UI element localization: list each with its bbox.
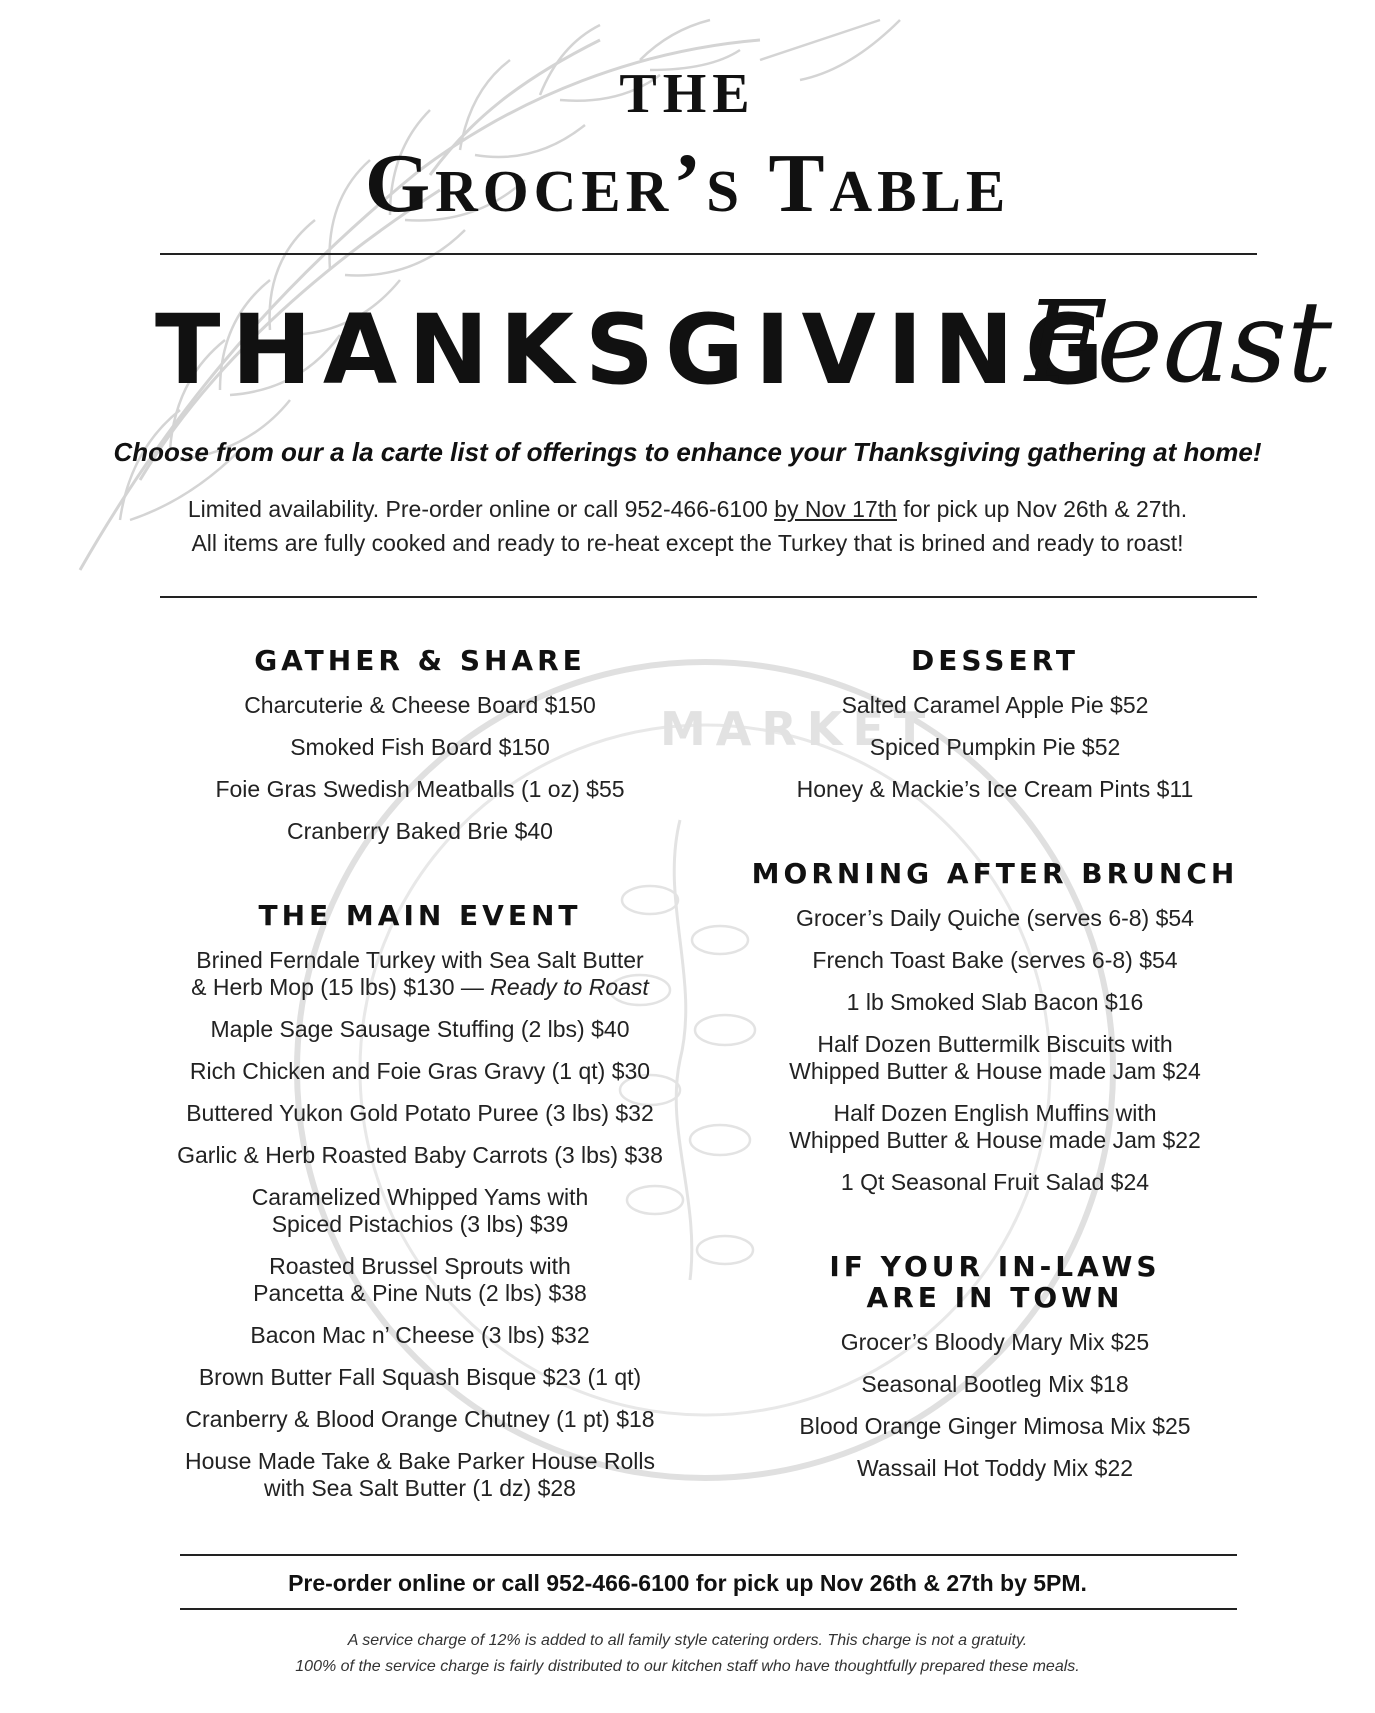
brand-the: THE xyxy=(619,63,756,125)
menu-item: Bacon Mac n’ Cheese (3 lbs) $32 xyxy=(250,1322,590,1348)
info-line-1-text-b: for pick up Nov 26th & 27th. xyxy=(896,496,1188,522)
menu-item: Foie Gras Swedish Meatballs (1 oz) $55 xyxy=(215,776,625,802)
menu-item: Brown Butter Fall Squash Bisque $23 (1 qt) xyxy=(198,1364,642,1390)
divider-footer-top xyxy=(180,1554,1237,1556)
menu-item: Half Dozen English Muffins with Whipped Butter & House made Jam $22 xyxy=(789,1100,1201,1153)
menu-item: Blood Orange Ginger Mimosa Mix $25 xyxy=(799,1413,1191,1439)
menu-item: Salted Caramel Apple Pie $52 xyxy=(841,692,1149,718)
section-in-laws xyxy=(715,1251,1275,1497)
menu-item: Wassail Hot Toddy Mix $22 xyxy=(856,1455,1134,1481)
menu-item-line-text: & Herb Mop (15 lbs) $130 — xyxy=(191,974,491,1000)
menu-item: Buttered Yukon Gold Potato Puree (3 lbs) $32 xyxy=(186,1100,654,1126)
menu-item: Roasted Brussel Sprouts with Pancetta & Pine Nuts (2 lbs) $38 xyxy=(253,1253,587,1306)
section-dessert xyxy=(715,645,1275,818)
section-title: THE MAIN EVENT xyxy=(258,899,582,932)
info-line-1-text-a: Limited availability. Pre-order online or call 952-466-6100 xyxy=(187,496,775,522)
hero-script: Feast xyxy=(1025,278,1333,408)
footer-preorder: Pre-order online or call 952-466-6100 for pick up Nov 26th & 27th by 5PM. xyxy=(288,1570,1087,1596)
menu-item: Smoked Fish Board $150 xyxy=(290,734,550,760)
menu-item: Cranberry Baked Brie $40 xyxy=(287,818,553,844)
divider-middle xyxy=(160,596,1257,598)
menu-item: Garlic & Herb Roasted Baby Carrots (3 lbs) $38 xyxy=(177,1142,663,1168)
divider-footer-bottom xyxy=(180,1608,1237,1610)
info-line-2: All items are fully cooked and ready to re-heat except the Turkey that is brined and ready to roast! xyxy=(191,530,1184,556)
hero-title xyxy=(150,278,1333,418)
section-main-event xyxy=(140,900,700,1517)
info-line-1 xyxy=(0,496,1375,523)
menu-item: Seasonal Bootleg Mix $18 xyxy=(861,1371,1129,1397)
section-title: GATHER & SHARE xyxy=(254,644,586,677)
menu-item: Rich Chicken and Foie Gras Gravy (1 qt) $30 xyxy=(189,1058,651,1084)
section-title: MORNING AFTER BRUNCH xyxy=(751,857,1239,890)
menu-item: Grocer’s Bloody Mary Mix $25 xyxy=(840,1329,1150,1355)
menu-item: 1 lb Smoked Slab Bacon $16 xyxy=(846,989,1144,1015)
tagline: Choose from our a la carte list of offerings to enhance your Thanksgiving gathering at home! xyxy=(113,437,1262,467)
menu-item: Grocer’s Daily Quiche (serves 6-8) $54 xyxy=(796,905,1194,931)
menu-item-line: Brined Ferndale Turkey with Sea Salt Butter xyxy=(196,947,644,973)
menu-item: Honey & Mackie’s Ice Cream Pints $11 xyxy=(796,776,1194,802)
menu-item: Charcuterie & Cheese Board $150 xyxy=(244,692,596,718)
divider-top xyxy=(160,253,1257,255)
service-charge-distribution-note: 100% of the service charge is fairly distributed to our kitchen staff who have thoughtfully prepared these meals. xyxy=(295,1658,1080,1675)
menu-item: Cranberry & Blood Orange Chutney (1 pt) $18 xyxy=(185,1406,655,1432)
menu-item: Spiced Pumpkin Pie $52 xyxy=(869,734,1121,760)
section-title: IF YOUR IN-LAWS ARE IN TOWN xyxy=(829,1250,1161,1314)
svg-text:MARKET: MARKET xyxy=(660,702,936,756)
menu-item-turkey xyxy=(140,947,700,1001)
service-charge-note: A service charge of 12% is added to all family style catering orders. This charge is not a gratuity. xyxy=(347,1632,1028,1649)
order-deadline-link: by Nov 17th xyxy=(774,496,897,522)
ready-to-roast-note: Ready to Roast xyxy=(490,974,649,1000)
menu-item: Maple Sage Sausage Stuffing (2 lbs) $40 xyxy=(210,1016,630,1042)
hero-word: THANKSGIVING xyxy=(155,294,1115,406)
menu-item: 1 Qt Seasonal Fruit Salad $24 xyxy=(840,1169,1150,1195)
section-gather-share xyxy=(140,645,700,860)
section-title: DESSERT xyxy=(911,644,1079,677)
menu-item: Half Dozen Buttermilk Biscuits with Whipped Butter & House made Jam $24 xyxy=(789,1031,1201,1084)
menu-item: French Toast Bake (serves 6-8) $54 xyxy=(812,947,1178,973)
brand-name: Grocer’s Table xyxy=(364,137,1011,230)
section-morning-after-brunch xyxy=(715,858,1275,1211)
menu-item: Caramelized Whipped Yams with Spiced Pistachios (3 lbs) $39 xyxy=(251,1184,589,1237)
menu-item-line xyxy=(140,974,700,1001)
menu-item: House Made Take & Bake Parker House Rolls with Sea Salt Butter (1 dz) $28 xyxy=(184,1448,656,1501)
